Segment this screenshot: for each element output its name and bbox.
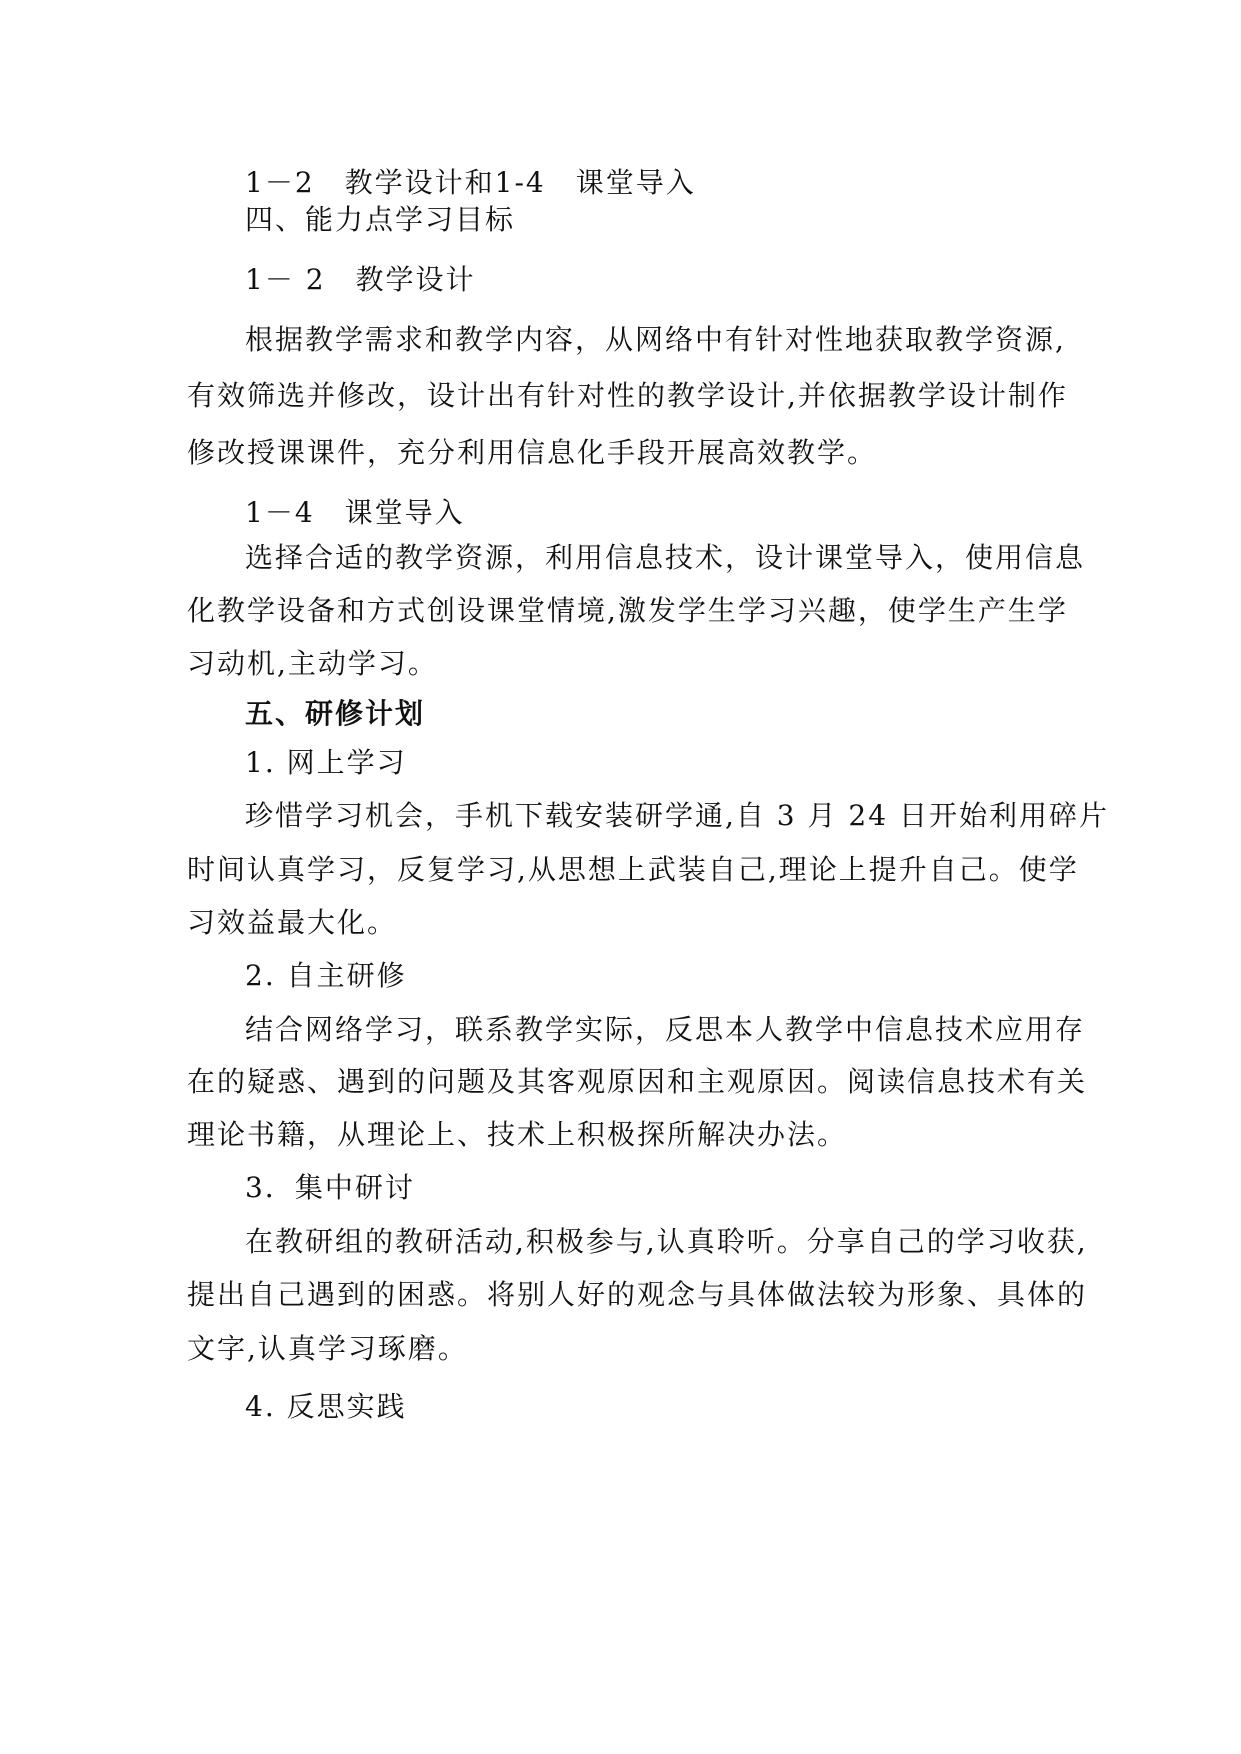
- paragraph-line: 提出自己遇到的困惑。将别人好的观念与具体做法较为形象、具体的: [187, 1278, 1088, 1311]
- paragraph-line: 理论书籍，从理论上、技术上积极探所解决办法。: [187, 1118, 848, 1151]
- subsection-heading: 1. 网上学习: [245, 746, 407, 779]
- paragraph-line: 在的疑惑、遇到的问题及其客观原因和主观原因。阅读信息技术有关: [187, 1065, 1088, 1098]
- subsection-heading: 4. 反思实践: [245, 1390, 407, 1423]
- paragraph-line: 根据教学需求和教学内容，从网络中有针对性地获取教学资源,: [245, 323, 1066, 356]
- paragraph-line: 习效益最大化。: [187, 906, 398, 939]
- paragraph-line: 珍惜学习机会，手机下载安装研学通,自 3 月 24 日开始利用碎片: [245, 799, 1109, 832]
- paragraph-line: 时间认真学习，反复学习,从思想上武装自己,理论上提升自己。使学: [187, 853, 1079, 886]
- paragraph-line: 结合网络学习，联系教学实际，反思本人教学中信息技术应用存: [245, 1013, 1086, 1046]
- subsection-heading: 2. 自主研修: [245, 959, 407, 992]
- paragraph-line: 化教学设备和方式创设课堂情境,激发学生学习兴趣，使学生产生学: [187, 594, 1068, 627]
- section-heading: 五、研修计划: [245, 697, 426, 730]
- paragraph-line: 选择合适的教学资源，利用信息技术，设计课堂导入，使用信息: [245, 541, 1086, 574]
- section-heading: 四、能力点学习目标: [245, 203, 516, 236]
- text-line: 1－2 教学设计和1-4 课堂导入: [245, 166, 696, 199]
- text-line: 1－4 课堂导入: [245, 496, 465, 529]
- subsection-heading: 3．集中研讨: [245, 1171, 415, 1204]
- paragraph-line: 习动机,主动学习。: [187, 647, 438, 680]
- paragraph-line: 在教研组的教研活动,积极参与,认真聆听。分享自己的学习收获,: [245, 1225, 1088, 1258]
- paragraph-line: 修改授课课件，充分利用信息化手段开展高效教学。: [187, 436, 878, 469]
- paragraph-line: 文字,认真学习琢磨。: [187, 1332, 468, 1365]
- paragraph-line: 有效筛选并修改，设计出有针对性的教学设计,并依据教学设计制作: [187, 379, 1068, 412]
- text-line: 1－ 2 教学设计: [245, 263, 476, 296]
